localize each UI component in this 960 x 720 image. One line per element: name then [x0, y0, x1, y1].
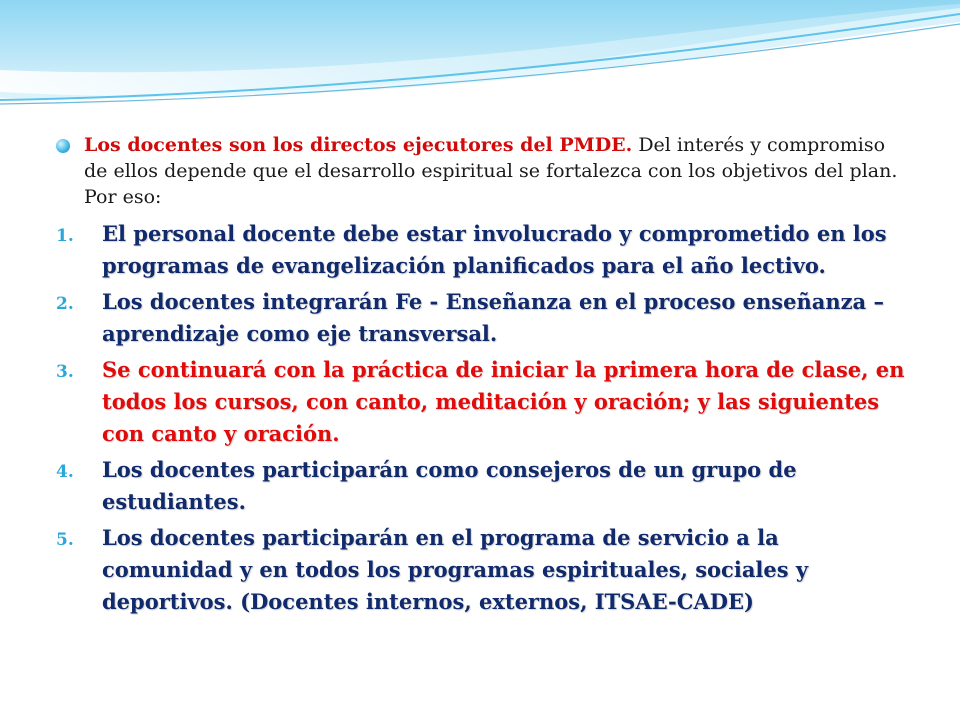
header-wave-decoration	[0, 0, 960, 110]
list-number: 4.	[56, 462, 74, 482]
intro-rest: Del interés y compromiso de ellos depende que el desarrollo espiritual se fortalezca con los objetivos del plan. Por eso:	[84, 134, 898, 208]
numbered-list	[56, 218, 906, 618]
list-item	[56, 286, 906, 350]
list-item-text: Los docentes participarán en el programa de servicio a la comunidad y en todos los programas espirituales, sociales y deportivos. (Docentes internos, externos, ITSAE-CADE)	[102, 525, 809, 614]
list-number: 1.	[56, 226, 74, 246]
list-number: 2.	[56, 294, 74, 314]
list-item-text: Se continuará con la práctica de iniciar la primera hora de clase, en todos los cursos, con canto, meditación y oración; y las siguientes con canto y oración.	[102, 357, 905, 446]
slide-content	[56, 132, 906, 622]
bullet-icon	[56, 139, 70, 153]
list-item	[56, 454, 906, 518]
list-item-text: Los docentes participarán como consejeros de un grupo de estudiantes.	[102, 457, 797, 514]
intro-lead: Los docentes son los directos ejecutores del PMDE.	[84, 134, 633, 156]
list-item-text: Los docentes integrarán Fe - Enseñanza en el proceso enseñanza – aprendizaje como eje transversal.	[102, 289, 884, 346]
list-item	[56, 218, 906, 282]
list-item-highlighted	[56, 354, 906, 450]
list-item-text: El personal docente debe estar involucrado y comprometido en los programas de evangelización planificados para el año lectivo.	[102, 221, 887, 278]
list-item	[56, 522, 906, 618]
list-number: 3.	[56, 362, 74, 382]
list-number: 5.	[56, 530, 74, 550]
intro-paragraph	[56, 132, 906, 210]
